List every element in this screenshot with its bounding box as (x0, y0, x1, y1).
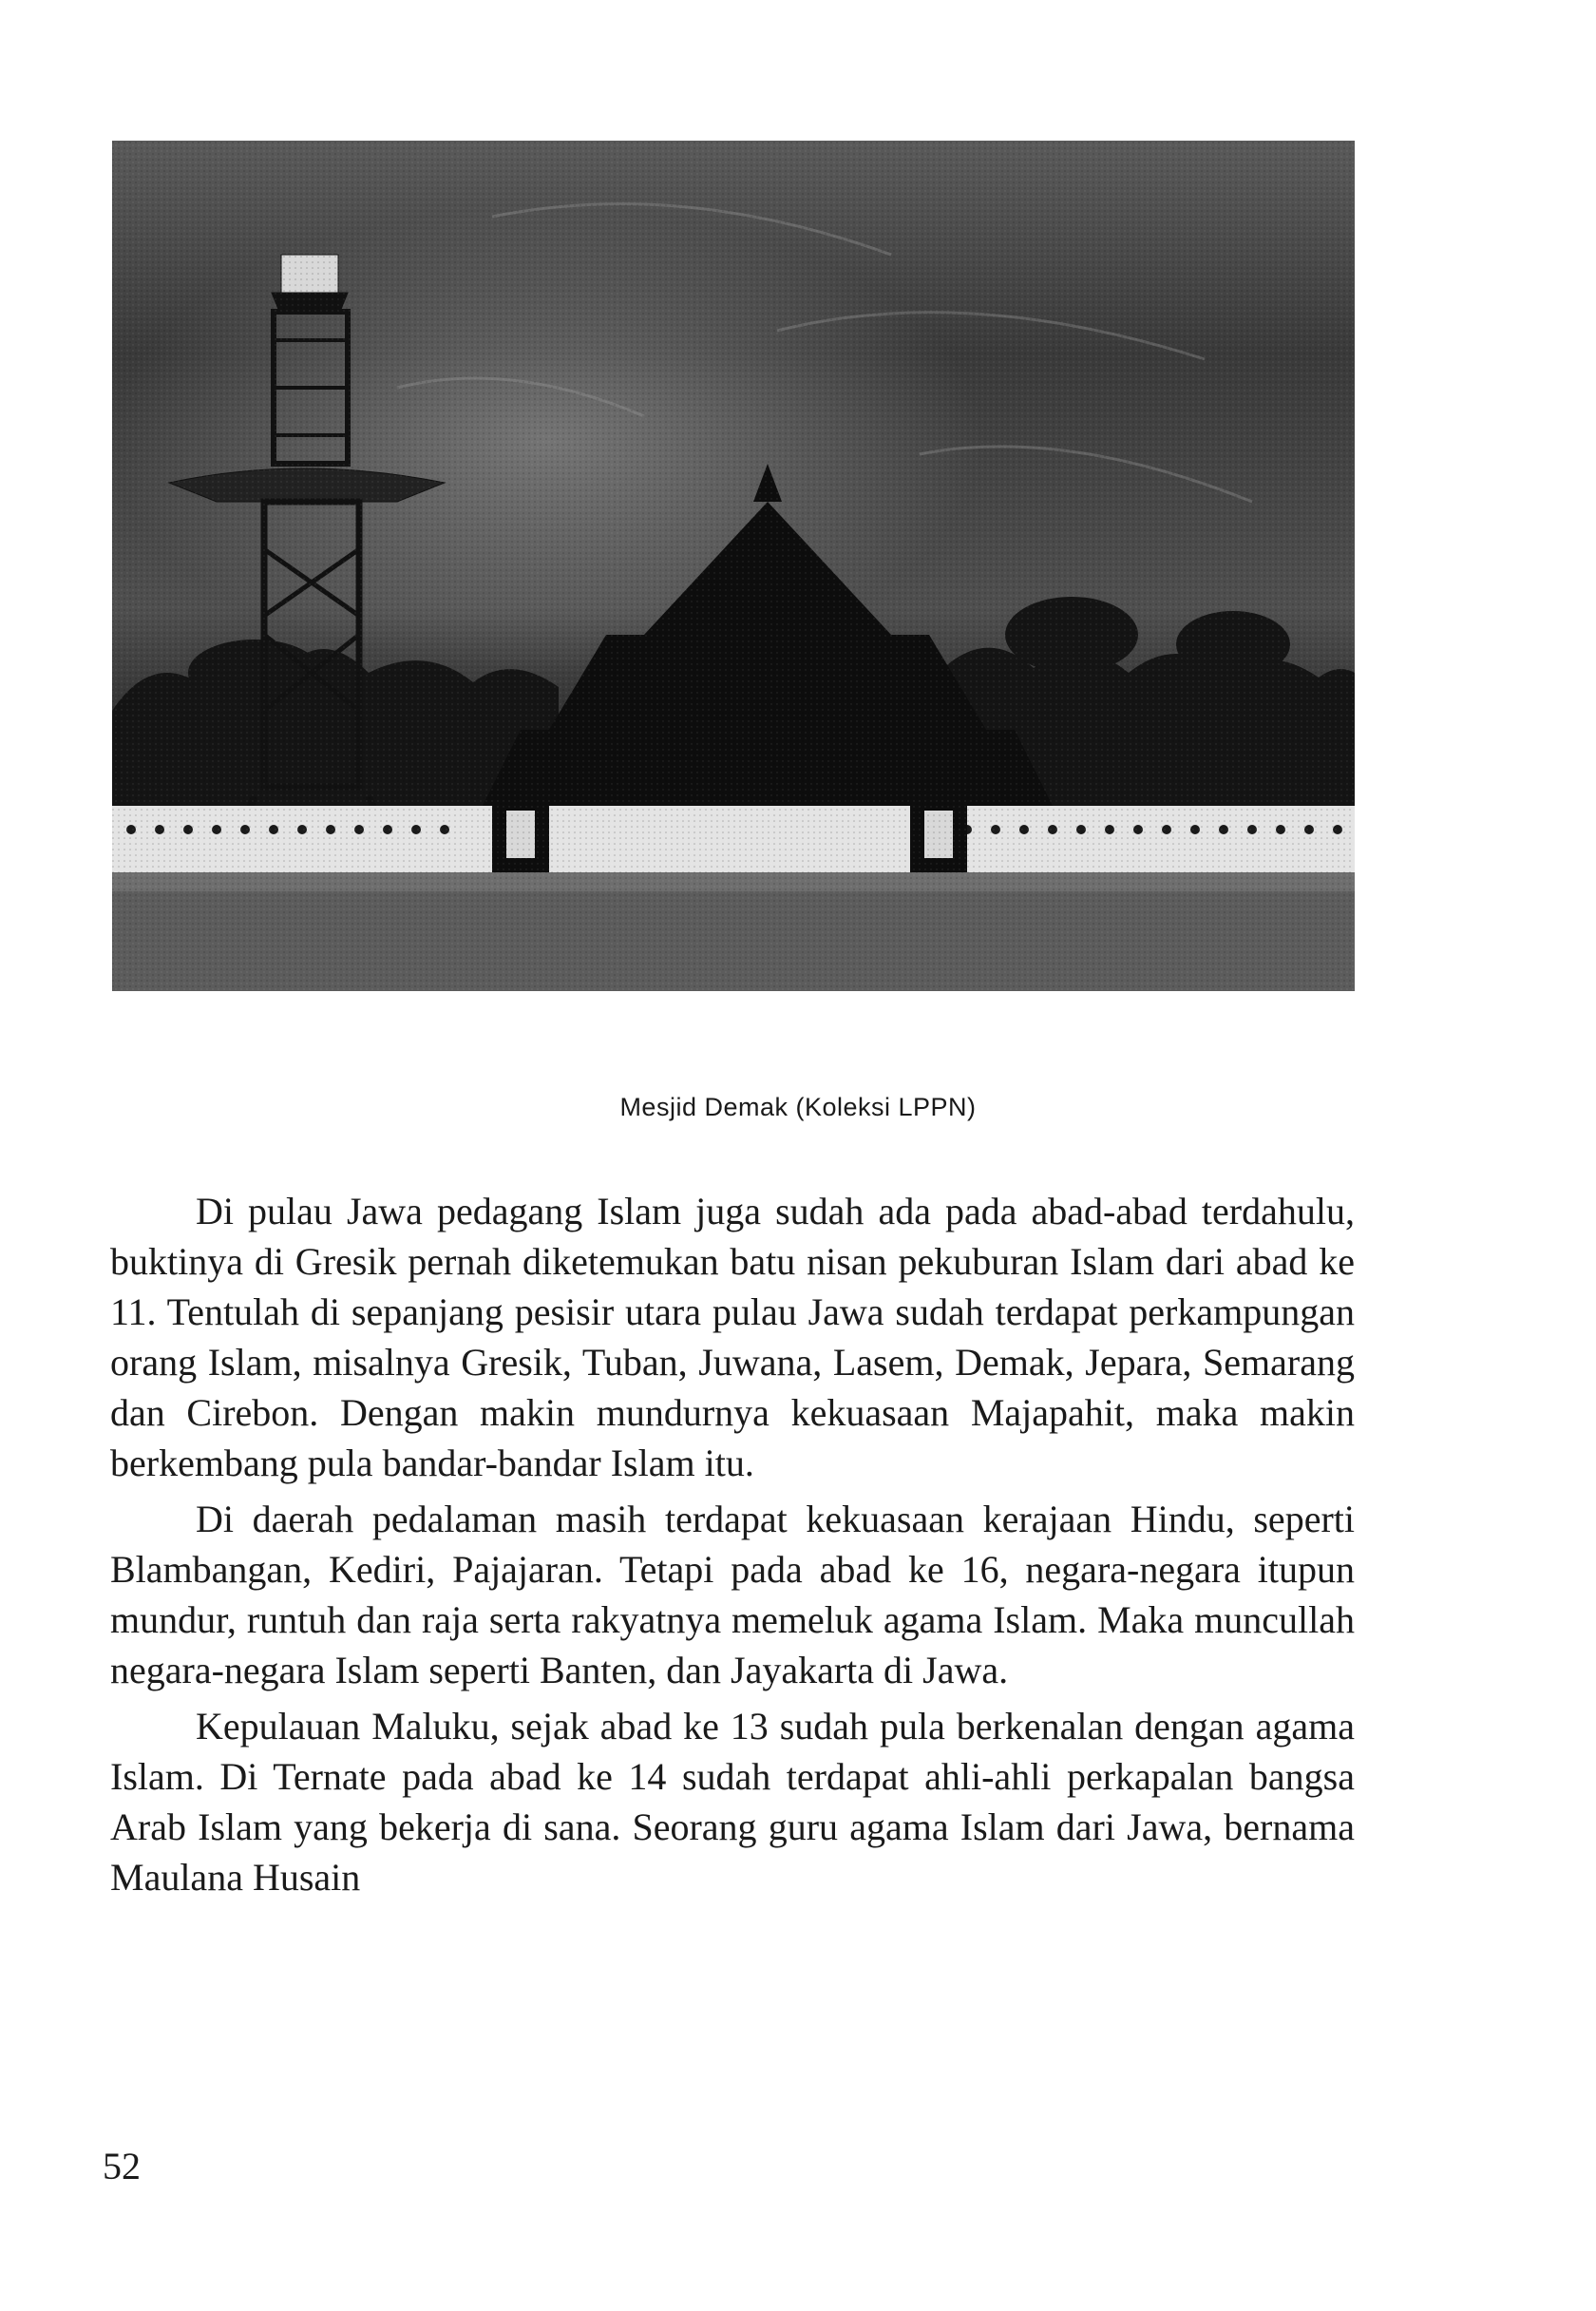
paragraph: Kepulauan Maluku, sejak abad ke 13 sudah pula berkenalan dengan agama Islam. Di Ternate pada abad ke 14 sudah terdapat ahli-ahli perkapalan bangsa Arab Islam yang bekerja di sana. Seorang guru agama Islam dari Jawa, bernama Maulana Husain (110, 1705, 1355, 1899)
body-text (110, 1186, 1355, 1902)
mosque-photo (112, 141, 1355, 991)
mosque-photo-illustration (112, 141, 1355, 991)
photo-caption: Mesjid Demak (Koleksi LPPN) (619, 1093, 977, 1121)
page-number: 52 (103, 2145, 141, 2187)
paragraph: Di pulau Jawa pedagang Islam juga sudah ada pada abad-abad terdahulu, buktinya di Gresik pernah diketemukan batu nisan pekuburan Islam dari abad ke 11. Tentulah di sepanjang pesisir utara pulau Jawa sudah terdapat perkampungan orang Islam, misalnya Gresik, Tuban, Juwana, Lasem, Demak, Jepara, Semarang dan Cirebon. Dengan makin mundurnya kekuasaan Majapahit, maka makin berkembang pula bandar-bandar Islam itu. (110, 1190, 1355, 1484)
paragraph: Di daerah pedalaman masih terdapat kekuasaan kerajaan Hindu, seperti Blambangan, Kediri, Pajajaran. Tetapi pada abad ke 16, negara-negara itupun mundur, runtuh dan raja serta rakyatnya memeluk agama Islam. Maka muncullah negara-negara Islam seperti Banten, dan Jayakarta di Jawa. (110, 1498, 1355, 1691)
